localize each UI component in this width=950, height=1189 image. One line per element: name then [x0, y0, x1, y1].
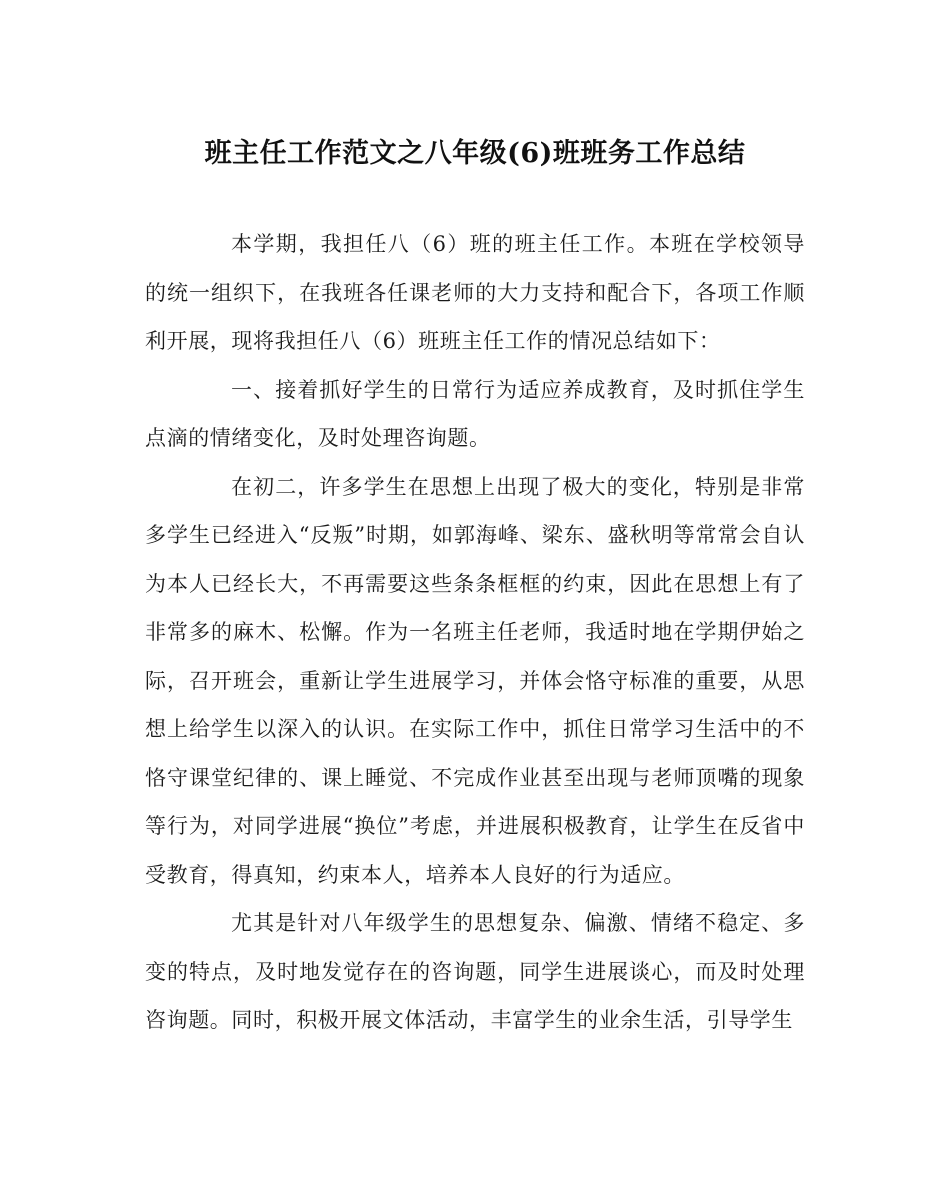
paragraph-targeted-guidance: 尤其是针对八年级学生的思想复杂、偏激、情绪不稳定、多变的特点，及时地发觉存在的咨询题，同学生进展谈心，而及时处理咨询题。同时，积极开展文体活动，丰富学生的业余生活，引导学生: [145, 911, 805, 1032]
paragraph-section-one-heading: 一、接着抓好学生的日常行为适应养成教育，及时抓住学生点滴的情绪变化，及时处理咨询题。: [145, 377, 805, 450]
paragraph-intro: 本学期，我担任八（6）班的班主任工作。本班在学校领导的统一组织下，在我班各任课老师的大力支持和配合下，各项工作顺利开展，现将我担任八（6）班班主任工作的情况总结如下：: [145, 232, 805, 353]
document-title: 班主任工作范文之八年级(6)班班务工作总结: [204, 138, 746, 169]
paragraph-grade-two-changes: 在初二，许多学生在思想上出现了极大的变化，特别是非常多学生已经进入“反叛”时期，如郭海峰、梁东、盛秋明等常常会自认为本人已经长大，不再需要这些条条框框的约束，因此在思想上有了非常多的麻木、松懈。作为一名班主任老师，我适时地在学期伊始之际，召开班会，重新让学生进展学习，并体会恪守标准的重要，从思想上给学生以深入的认识。在实际工作中，抓住日常学习生活中的不恪守课堂纪律的、课上睡觉、不完成作业甚至出现与老师顶嘴的现象等行为，对同学进展“换位”考虑，并进展积极教育，让学生在反省中受教育，得真知，约束本人，培养本人良好的行为适应。: [145, 474, 805, 887]
document-body: [145, 220, 805, 1045]
